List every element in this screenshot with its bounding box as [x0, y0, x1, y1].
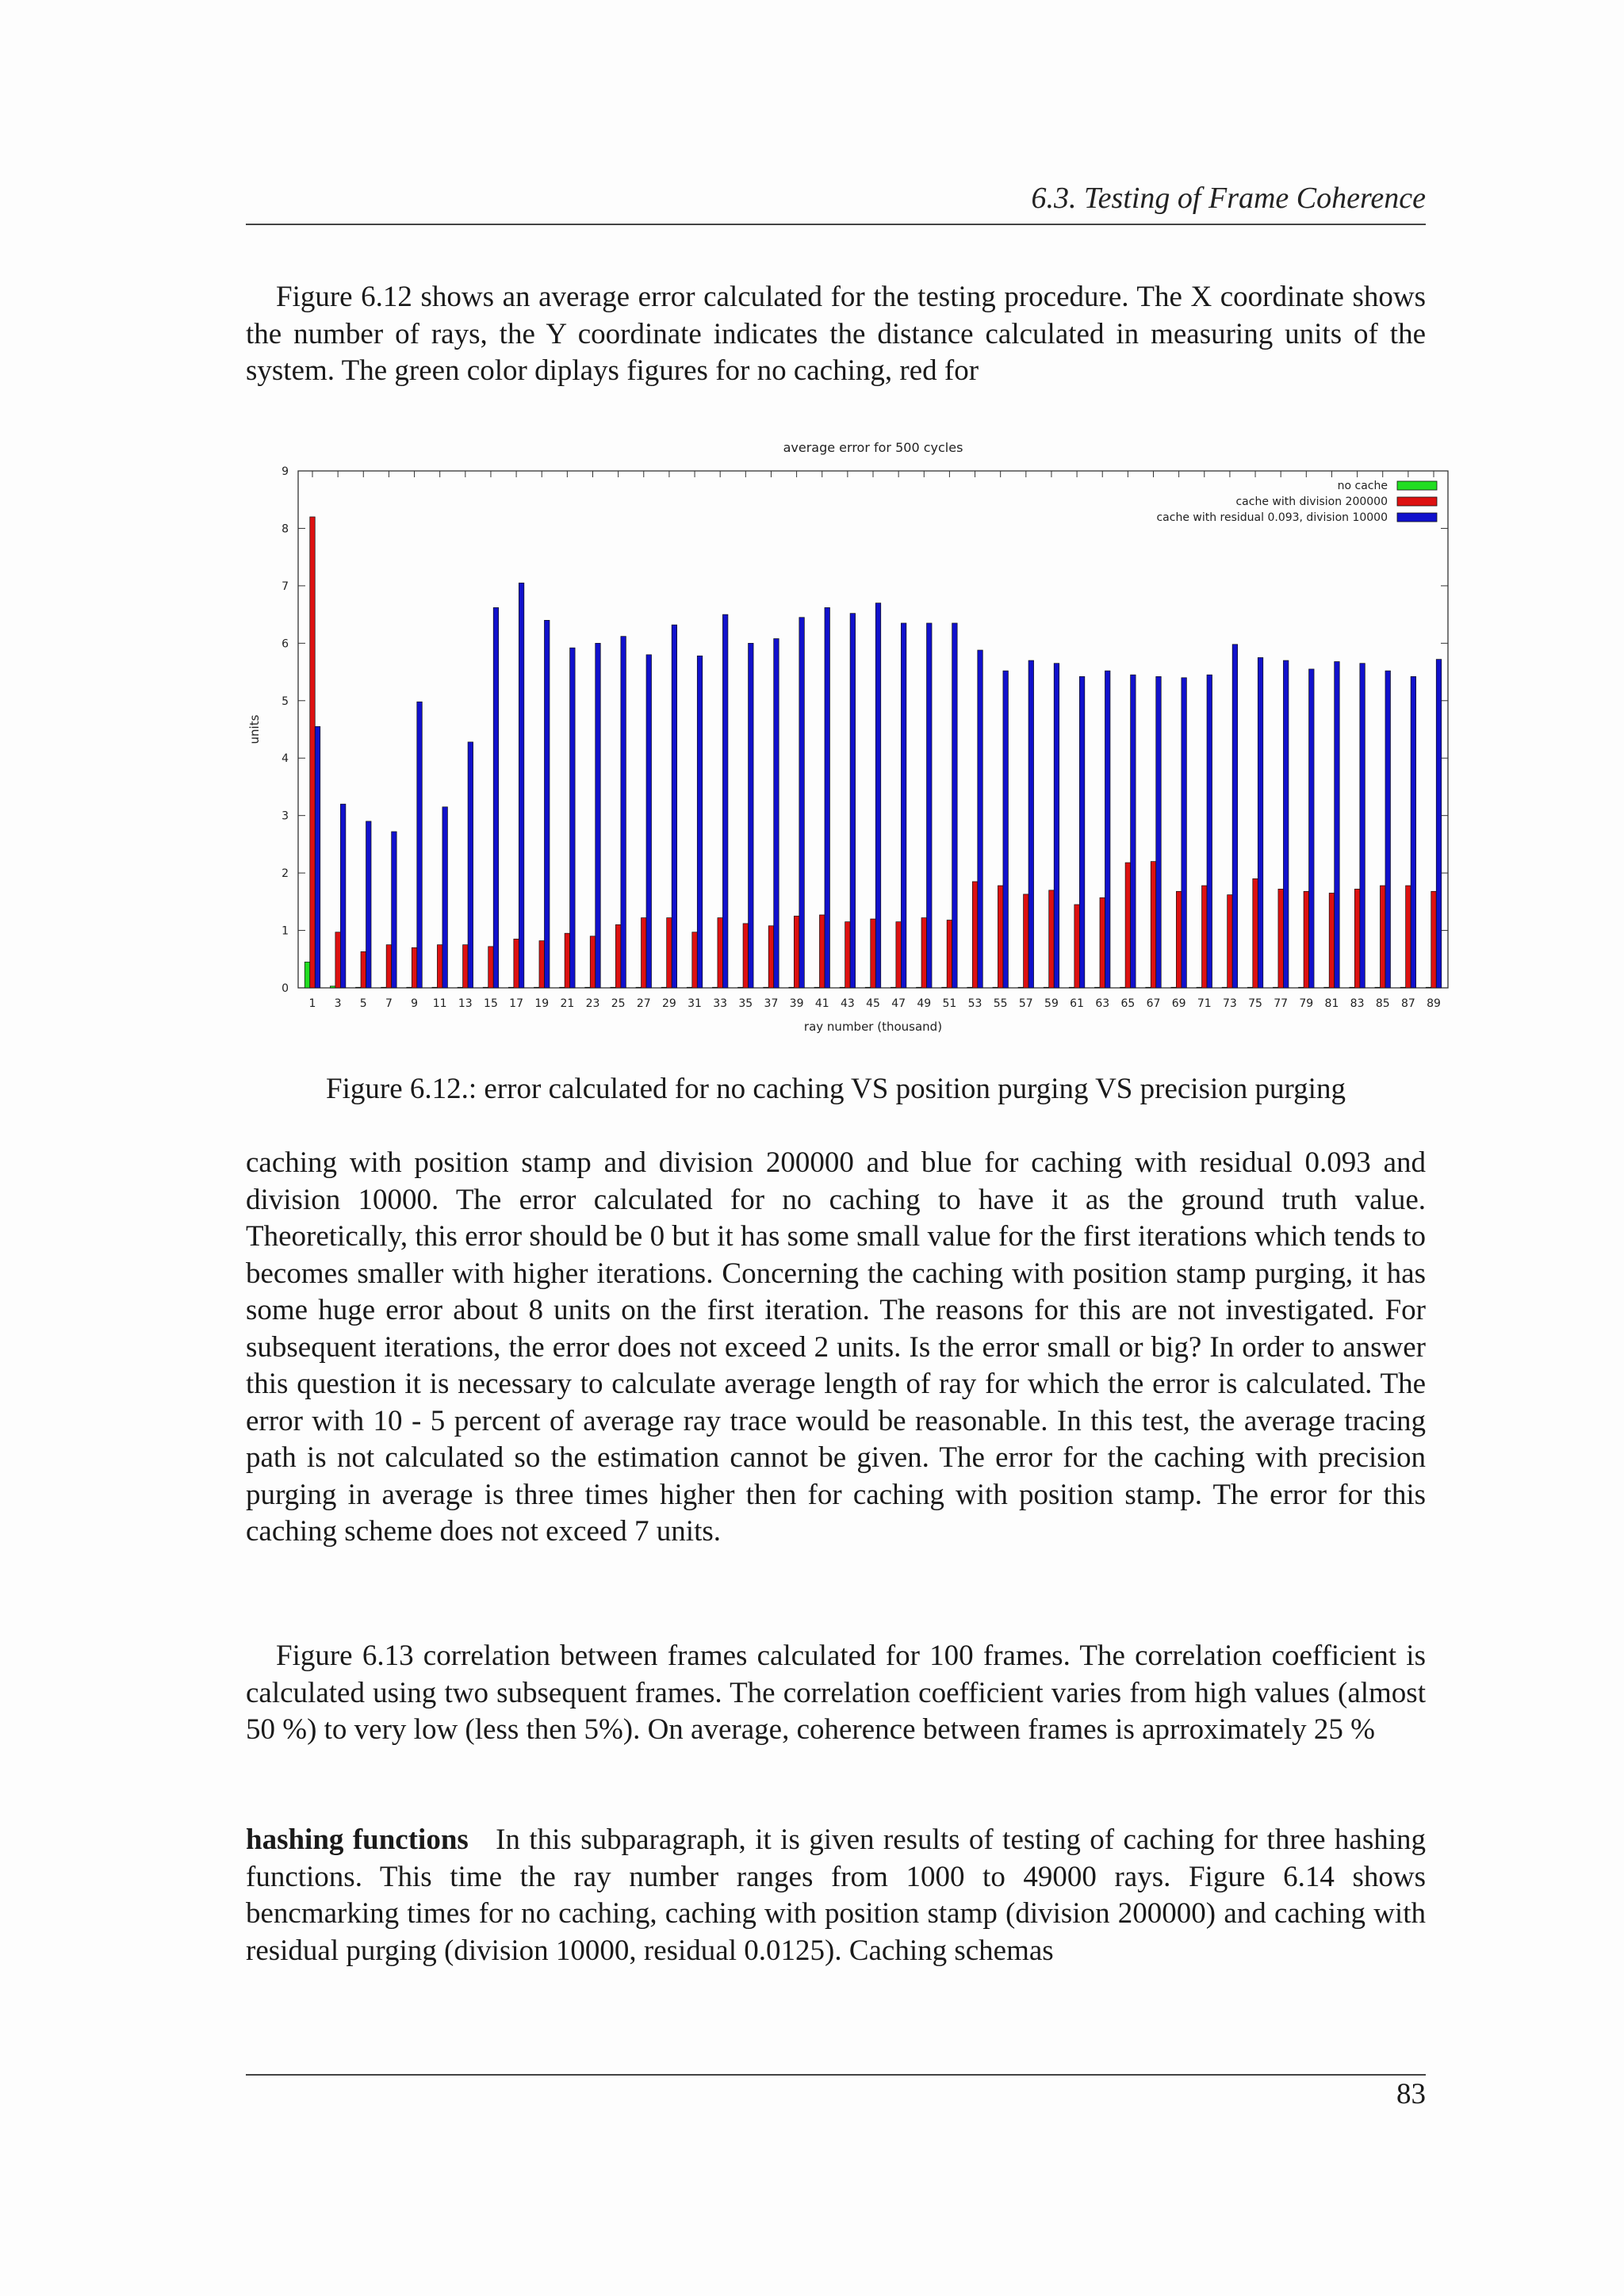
y-tick-label: 4	[282, 752, 289, 766]
x-tick-label: 57	[1018, 997, 1033, 1010]
bar-series2-31	[697, 656, 703, 988]
bar-series2-25	[621, 637, 626, 988]
x-tick-label: 83	[1350, 997, 1365, 1010]
bar-series0-59	[1044, 987, 1049, 988]
bar-series1-39	[794, 916, 799, 988]
bar-series1-87	[1406, 886, 1411, 988]
x-tick-label: 63	[1095, 997, 1110, 1010]
x-tick-label: 13	[458, 997, 473, 1010]
bar-series0-83	[1350, 987, 1355, 988]
x-tick-label: 77	[1274, 997, 1289, 1010]
x-tick-label: 27	[636, 997, 651, 1010]
x-tick-label: 1	[308, 997, 316, 1010]
bar-series2-5	[366, 821, 372, 988]
header-rule	[246, 224, 1426, 225]
bar-series1-69	[1176, 891, 1182, 988]
bar-series2-35	[749, 643, 754, 988]
bar-series0-31	[687, 987, 692, 988]
bar-series2-75	[1258, 657, 1263, 988]
paragraph-4-text: In this subparagraph, it is given results of testing of caching for three hashing functions. This time the ray number ranges from 1000 to 49000 rays. Figure 6.14 shows bencmarking times for no caching, caching with position stamp (division 200000) and caching with residual purging (division 10000, residual 0.0125). Caching schemas	[246, 1823, 1427, 1967]
bar-series2-15	[493, 607, 499, 988]
bar-series0-23	[585, 987, 591, 988]
bar-series1-63	[1100, 897, 1105, 988]
y-tick-label: 9	[282, 465, 289, 478]
y-tick-label: 5	[282, 695, 289, 708]
bar-series1-25	[615, 924, 621, 988]
y-tick-label: 3	[282, 809, 289, 823]
bar-series2-11	[442, 807, 448, 988]
x-tick-label: 31	[688, 997, 702, 1010]
bar-series0-53	[967, 987, 973, 988]
y-axis-label: units	[247, 714, 262, 744]
bar-series2-41	[825, 607, 830, 988]
bar-series1-53	[972, 882, 978, 988]
bar-series2-81	[1335, 662, 1340, 988]
bar-series1-15	[488, 947, 494, 988]
bar-series0-67	[1146, 987, 1151, 988]
x-tick-label: 25	[611, 997, 626, 1010]
bar-series1-21	[565, 933, 570, 988]
bar-series1-45	[871, 919, 876, 988]
x-tick-label: 67	[1146, 997, 1161, 1010]
bar-series0-45	[865, 987, 871, 988]
x-tick-label: 29	[661, 997, 676, 1010]
bar-series1-71	[1202, 886, 1208, 988]
bar-series2-45	[875, 603, 881, 988]
y-tick-label: 6	[282, 637, 289, 651]
bar-series0-69	[1171, 987, 1177, 988]
paragraph-3-text: Figure 6.13 correlation between frames calculated for 100 frames. The correlation coefficient is calculated using two subsequent frames. The correlation coefficient varies from high values (almost 50 %) to very low (less then 5%). On average, coherence between frames is aprroximately 25 %	[246, 1640, 1426, 1746]
x-tick-label: 61	[1070, 997, 1085, 1010]
bar-series1-1	[310, 517, 316, 988]
footer-rule	[246, 2074, 1426, 2076]
bar-series1-65	[1125, 863, 1131, 988]
x-tick-label: 75	[1248, 997, 1262, 1010]
bar-series1-13	[463, 945, 469, 988]
bar-series0-5	[356, 987, 362, 988]
bar-series0-27	[636, 987, 642, 988]
bar-series0-7	[381, 987, 387, 988]
bar-series1-9	[412, 947, 417, 988]
bar-series0-43	[840, 987, 845, 988]
bar-series0-21	[560, 987, 565, 988]
bar-series2-85	[1385, 671, 1391, 988]
bar-series1-11	[437, 945, 442, 988]
bar-series0-75	[1247, 987, 1253, 988]
bar-series1-17	[514, 939, 519, 988]
x-tick-label: 43	[840, 997, 855, 1010]
bar-series0-3	[330, 986, 335, 988]
bar-series1-29	[667, 918, 672, 988]
bar-series0-13	[458, 987, 463, 988]
bar-series1-47	[896, 922, 902, 988]
y-tick-label: 1	[282, 924, 289, 938]
bar-series2-43	[850, 614, 856, 988]
bar-series0-49	[917, 987, 922, 988]
bar-series0-51	[942, 987, 948, 988]
bar-series2-29	[672, 625, 677, 988]
bar-series2-77	[1283, 660, 1289, 988]
paragraph-3	[246, 1638, 1426, 1749]
paragraph-1	[246, 279, 1426, 390]
bar-series1-55	[998, 886, 1003, 988]
bar-series1-33	[718, 918, 723, 988]
x-tick-label: 19	[534, 997, 550, 1010]
bar-series1-85	[1380, 886, 1385, 988]
x-tick-label: 71	[1197, 997, 1212, 1010]
bar-series2-27	[646, 655, 652, 988]
x-tick-label: 47	[891, 997, 906, 1010]
x-tick-label: 9	[411, 997, 419, 1010]
bar-series2-69	[1182, 678, 1187, 988]
bar-series1-89	[1431, 891, 1437, 988]
x-tick-label: 3	[334, 997, 342, 1010]
x-tick-label: 89	[1427, 997, 1441, 1010]
legend-swatch	[1397, 513, 1437, 522]
bar-series0-63	[1094, 987, 1100, 988]
bar-series2-87	[1411, 676, 1416, 988]
bar-series2-1	[315, 726, 320, 988]
x-tick-label: 35	[738, 997, 753, 1010]
bar-series0-71	[1197, 987, 1202, 988]
bar-series2-37	[774, 639, 779, 988]
x-tick-label: 21	[560, 997, 575, 1010]
bar-series1-79	[1304, 891, 1309, 988]
running-header: 6.3. Testing of Frame Coherence	[1031, 182, 1426, 215]
paragraph-4	[246, 1822, 1426, 1969]
bar-series2-79	[1309, 669, 1315, 988]
bar-series0-19	[534, 987, 539, 988]
error-bar-chart	[238, 428, 1475, 1047]
bar-series0-33	[712, 987, 718, 988]
x-tick-label: 49	[917, 997, 932, 1010]
bar-series1-57	[1024, 894, 1029, 988]
x-tick-label: 7	[385, 997, 393, 1010]
bar-series1-3	[335, 932, 341, 988]
bar-series0-85	[1375, 987, 1381, 988]
bar-series1-31	[692, 932, 698, 988]
paragraph-1-text: Figure 6.12 shows an average error calculated for the testing procedure. The X coordinate shows the number of rays, the Y coordinate indicates the distance calculated in measuring units of the system. The green color diplays figures for no caching, red for	[246, 281, 1426, 387]
bar-series1-83	[1354, 889, 1360, 988]
legend-label: no cache	[1337, 480, 1388, 492]
bar-series2-47	[901, 623, 906, 988]
x-tick-label: 5	[359, 997, 367, 1010]
bar-series2-23	[596, 643, 601, 988]
bar-series2-71	[1207, 675, 1212, 988]
bar-series1-41	[819, 915, 825, 988]
bar-series0-87	[1400, 987, 1406, 988]
legend-swatch	[1397, 497, 1437, 506]
bar-series2-49	[927, 623, 933, 988]
bar-series0-39	[789, 987, 795, 988]
figure-caption: Figure 6.12.: error calculated for no caching VS position purging VS precision purging	[326, 1073, 1346, 1105]
x-tick-label: 17	[509, 997, 524, 1010]
bar-series0-11	[432, 987, 438, 988]
x-tick-label: 81	[1324, 997, 1339, 1010]
chart-title: average error for 500 cycles	[783, 440, 963, 455]
x-tick-label: 15	[484, 997, 498, 1010]
bar-series0-29	[661, 987, 667, 988]
bar-series2-17	[519, 583, 524, 988]
bar-series2-7	[392, 832, 397, 988]
x-tick-label: 33	[713, 997, 728, 1010]
bar-series0-79	[1299, 987, 1304, 988]
bar-series2-3	[340, 804, 346, 988]
bar-series0-17	[508, 987, 514, 988]
bar-series2-61	[1079, 676, 1085, 988]
bar-series1-77	[1278, 889, 1284, 988]
bar-series0-55	[993, 987, 998, 988]
bar-series0-57	[1018, 987, 1024, 988]
legend-label: cache with division 200000	[1235, 496, 1388, 508]
bar-series2-53	[978, 650, 983, 988]
y-tick-label: 8	[282, 522, 289, 536]
bar-series2-19	[544, 620, 550, 988]
bar-series1-37	[768, 926, 774, 988]
bar-series1-5	[361, 951, 366, 988]
bar-series1-59	[1049, 890, 1055, 988]
bar-series2-83	[1360, 664, 1365, 988]
bar-series0-47	[891, 987, 896, 988]
bar-series2-65	[1131, 675, 1136, 988]
bar-series1-43	[845, 922, 851, 988]
bar-series0-9	[407, 987, 412, 988]
bar-series0-1	[304, 962, 310, 988]
bar-series2-67	[1156, 676, 1162, 988]
x-tick-label: 37	[764, 997, 779, 1010]
bar-series1-35	[743, 924, 749, 988]
x-tick-label: 87	[1400, 997, 1415, 1010]
x-tick-label: 11	[432, 997, 447, 1010]
x-tick-label: 45	[866, 997, 880, 1010]
bar-series1-27	[642, 918, 647, 988]
bar-series1-49	[921, 918, 927, 988]
bar-series2-9	[417, 702, 423, 988]
bar-series0-65	[1120, 987, 1126, 988]
bar-series2-57	[1028, 660, 1034, 988]
bar-series1-23	[590, 936, 596, 988]
bar-series1-51	[947, 920, 952, 988]
bar-series1-75	[1253, 878, 1258, 988]
bar-series1-19	[539, 941, 545, 988]
bar-series2-39	[799, 618, 805, 988]
bar-series2-51	[952, 623, 958, 988]
bar-series0-15	[483, 987, 488, 988]
y-tick-label: 7	[282, 580, 289, 593]
paragraph-heading: hashing functions	[246, 1823, 469, 1856]
legend-label: cache with residual 0.093, division 10000	[1156, 511, 1388, 524]
x-tick-label: 55	[993, 997, 1008, 1010]
bar-series0-81	[1324, 987, 1330, 988]
bar-series1-7	[386, 945, 392, 988]
bar-series2-89	[1436, 660, 1442, 988]
x-tick-label: 85	[1375, 997, 1390, 1010]
x-tick-label: 79	[1299, 997, 1314, 1010]
bar-series1-67	[1151, 862, 1156, 988]
bar-series2-13	[468, 742, 473, 988]
bar-series0-61	[1069, 987, 1074, 988]
paragraph-2: caching with position stamp and division 200000 and blue for caching with residual 0.093 and division 10000. The error calculated for no caching to have it as the ground truth value. Theoretically, this error should be 0 but it has some small value for the first iterations which tends to becomes smaller with higher iterations. Concerning the caching with position stamp purging, it has some huge error about 8 units on the first iteration. The reasons for this are not investigated. For subsequent iterations, the error does not exceed 2 units. Is the error small or big? In order to answer this question it is necessary to calculate average length of ray for which the error is calculated. The error with 10 - 5 percent of average ray trace would be reasonable. In this test, the average tracing path is not calculated so the estimation cannot be given. The error for the caching with precision purging in average is three times higher then for caching with position stamp. The error for this caching scheme does not exceed 7 units.	[246, 1146, 1426, 1548]
y-tick-label: 0	[282, 982, 289, 995]
bar-series1-61	[1074, 905, 1080, 988]
page-number: 83	[1396, 2078, 1426, 2110]
bar-series1-73	[1228, 895, 1233, 988]
x-tick-label: 59	[1044, 997, 1059, 1010]
legend-swatch	[1397, 481, 1437, 490]
x-tick-label: 39	[789, 997, 804, 1010]
bar-series0-77	[1273, 987, 1278, 988]
bar-series2-33	[722, 614, 728, 988]
x-tick-label: 69	[1171, 997, 1186, 1010]
bar-series2-73	[1232, 645, 1238, 988]
bar-series0-35	[738, 987, 744, 988]
x-tick-label: 53	[967, 997, 982, 1010]
x-tick-label: 73	[1222, 997, 1237, 1010]
bar-series2-59	[1054, 664, 1059, 988]
x-tick-label: 51	[942, 997, 957, 1010]
bar-series2-63	[1105, 671, 1110, 988]
bar-series1-81	[1329, 893, 1335, 988]
x-tick-label: 41	[814, 997, 829, 1010]
bar-series0-41	[814, 987, 820, 988]
bar-series0-73	[1222, 987, 1228, 988]
bar-series0-37	[764, 987, 769, 988]
x-tick-label: 65	[1120, 997, 1136, 1010]
x-tick-label: 23	[585, 997, 600, 1010]
bar-series0-89	[1426, 987, 1431, 988]
bar-series2-21	[570, 648, 576, 988]
y-tick-label: 2	[282, 867, 289, 881]
bar-series2-55	[1003, 671, 1009, 988]
x-axis-label: ray number (thousand)	[803, 1020, 943, 1034]
bar-series0-25	[611, 987, 616, 988]
